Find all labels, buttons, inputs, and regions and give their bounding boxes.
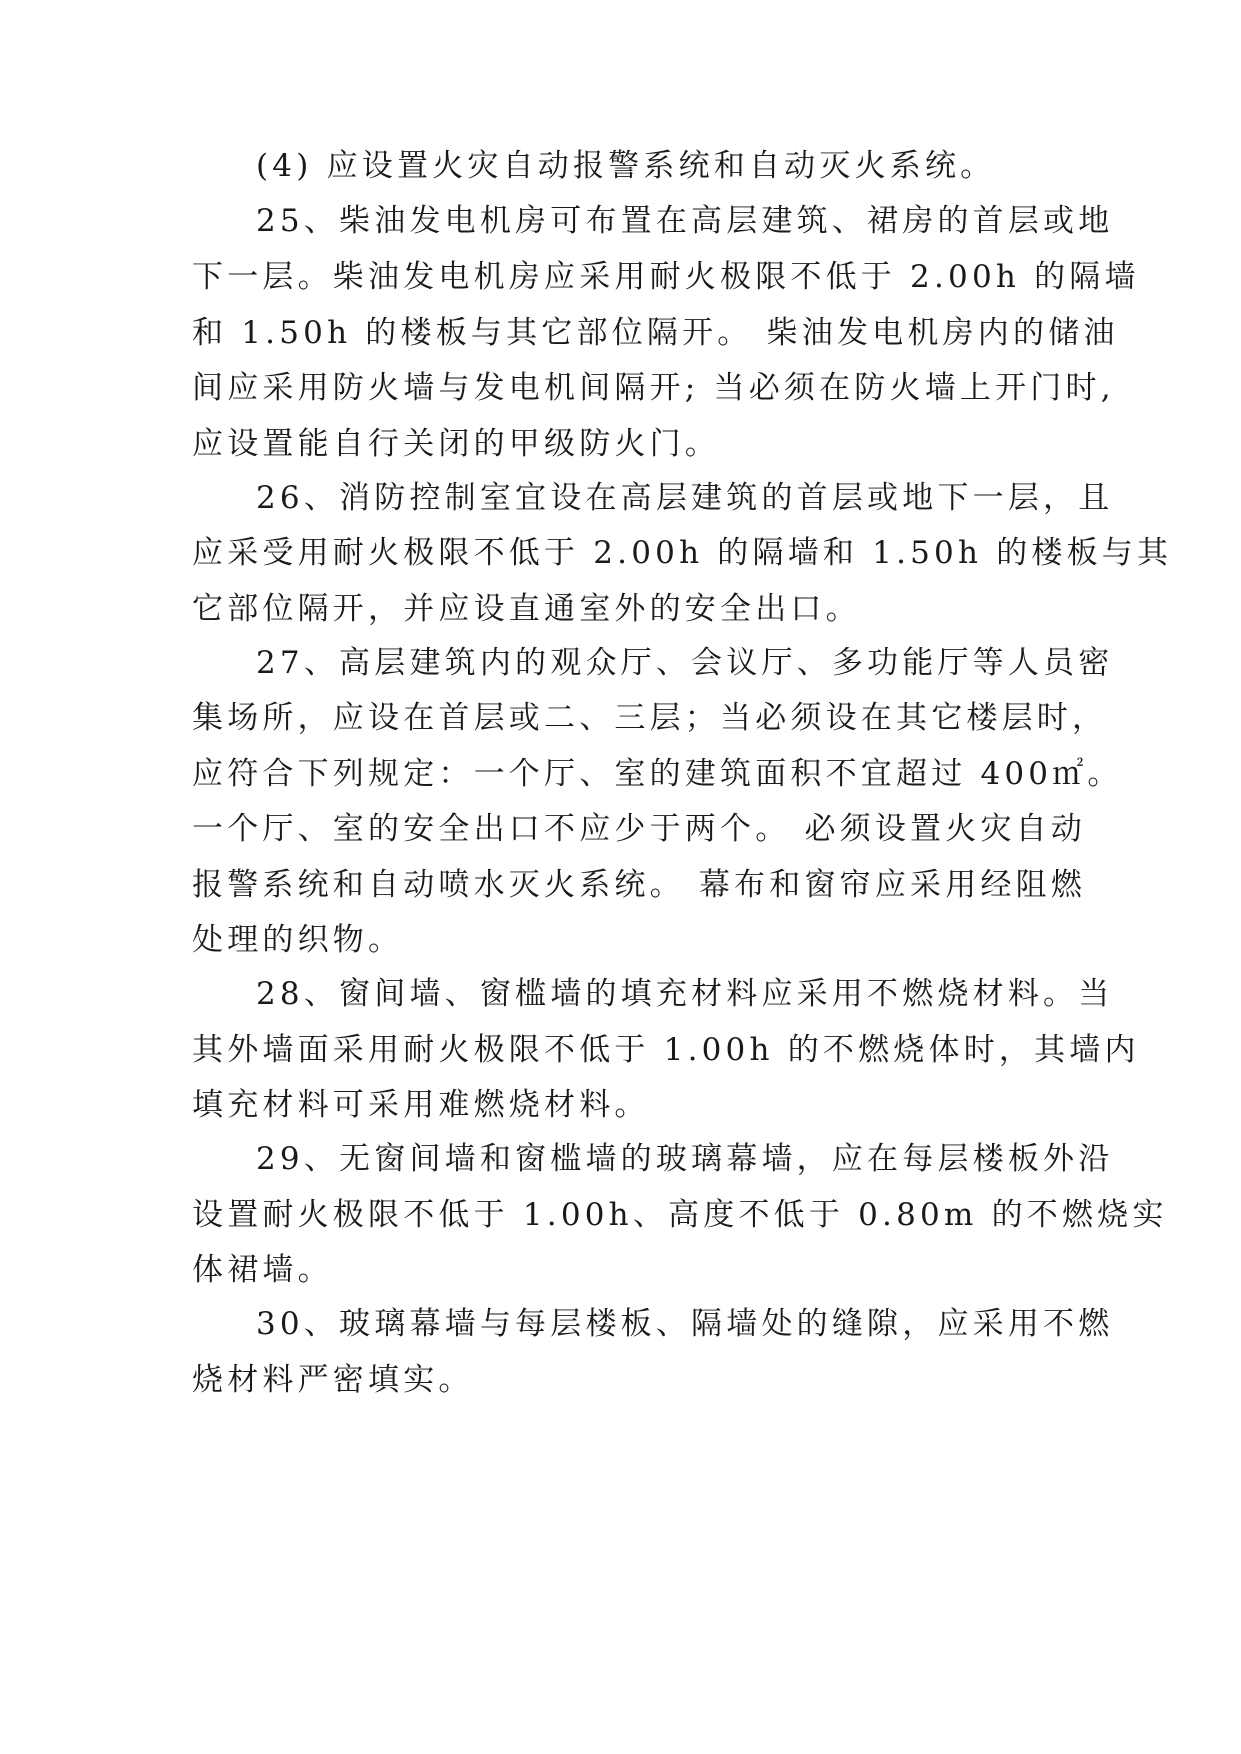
- text-line: 应符合下列规定：一个厅、室的建筑面积不宜超过 400㎡。: [192, 756, 1123, 792]
- text-line: (4) 应设置火灾自动报警系统和自动灭火系统。: [256, 148, 996, 184]
- text-line: 烧材料严密填实。: [192, 1362, 474, 1398]
- text-line: 30、玻璃幕墙与每层楼板、隔墙处的缝隙，应采用不燃: [256, 1306, 1114, 1342]
- text-line: 29、无窗间墙和窗槛墙的玻璃幕墙，应在每层楼板外沿: [256, 1141, 1114, 1177]
- text-line: 填充材料可采用难燃烧材料。: [192, 1087, 650, 1123]
- text-line: 和 1.50h 的楼板与其它部位隔开。 柴油发电机房内的储油: [192, 315, 1119, 351]
- text-line: 26、消防控制室宜设在高层建筑的首层或地下一层，且: [256, 480, 1114, 516]
- text-line: 25、柴油发电机房可布置在高层建筑、裙房的首层或地: [256, 203, 1114, 239]
- text-line: 设置耐火极限不低于 1.00h、高度不低于 0.80m 的不燃烧实: [192, 1197, 1168, 1233]
- text-line: 应设置能自行关闭的甲级防火门。: [192, 426, 720, 462]
- text-line: 28、窗间墙、窗槛墙的填充材料应采用不燃烧材料。当: [256, 976, 1114, 1012]
- text-line: 一个厅、室的安全出口不应少于两个。 必须设置火灾自动: [192, 811, 1087, 847]
- text-line: 其外墙面采用耐火极限不低于 1.00h 的不燃烧体时，其墙内: [192, 1032, 1140, 1068]
- text-line: 它部位隔开，并应设直通室外的安全出口。: [192, 591, 861, 627]
- text-line: 27、高层建筑内的观众厅、会议厅、多功能厅等人员密: [256, 645, 1114, 681]
- text-line: 体裙墙。: [192, 1252, 333, 1288]
- text-line: 处理的织物。: [192, 922, 404, 958]
- text-line: 间应采用防火墙与发电机间隔开; 当必须在防火墙上开门时,: [192, 370, 1115, 406]
- text-line: 报警系统和自动喷水灭火系统。 幕布和窗帘应采用经阻燃: [192, 867, 1087, 903]
- text-line: 下一层。柴油发电机房应采用耐火极限不低于 2.00h 的隔墙: [192, 259, 1140, 295]
- text-line: 集场所，应设在首层或二、三层；当必须设在其它楼层时，: [192, 700, 1108, 736]
- text-line: 应采受用耐火极限不低于 2.00h 的隔墙和 1.50h 的楼板与其: [192, 535, 1173, 571]
